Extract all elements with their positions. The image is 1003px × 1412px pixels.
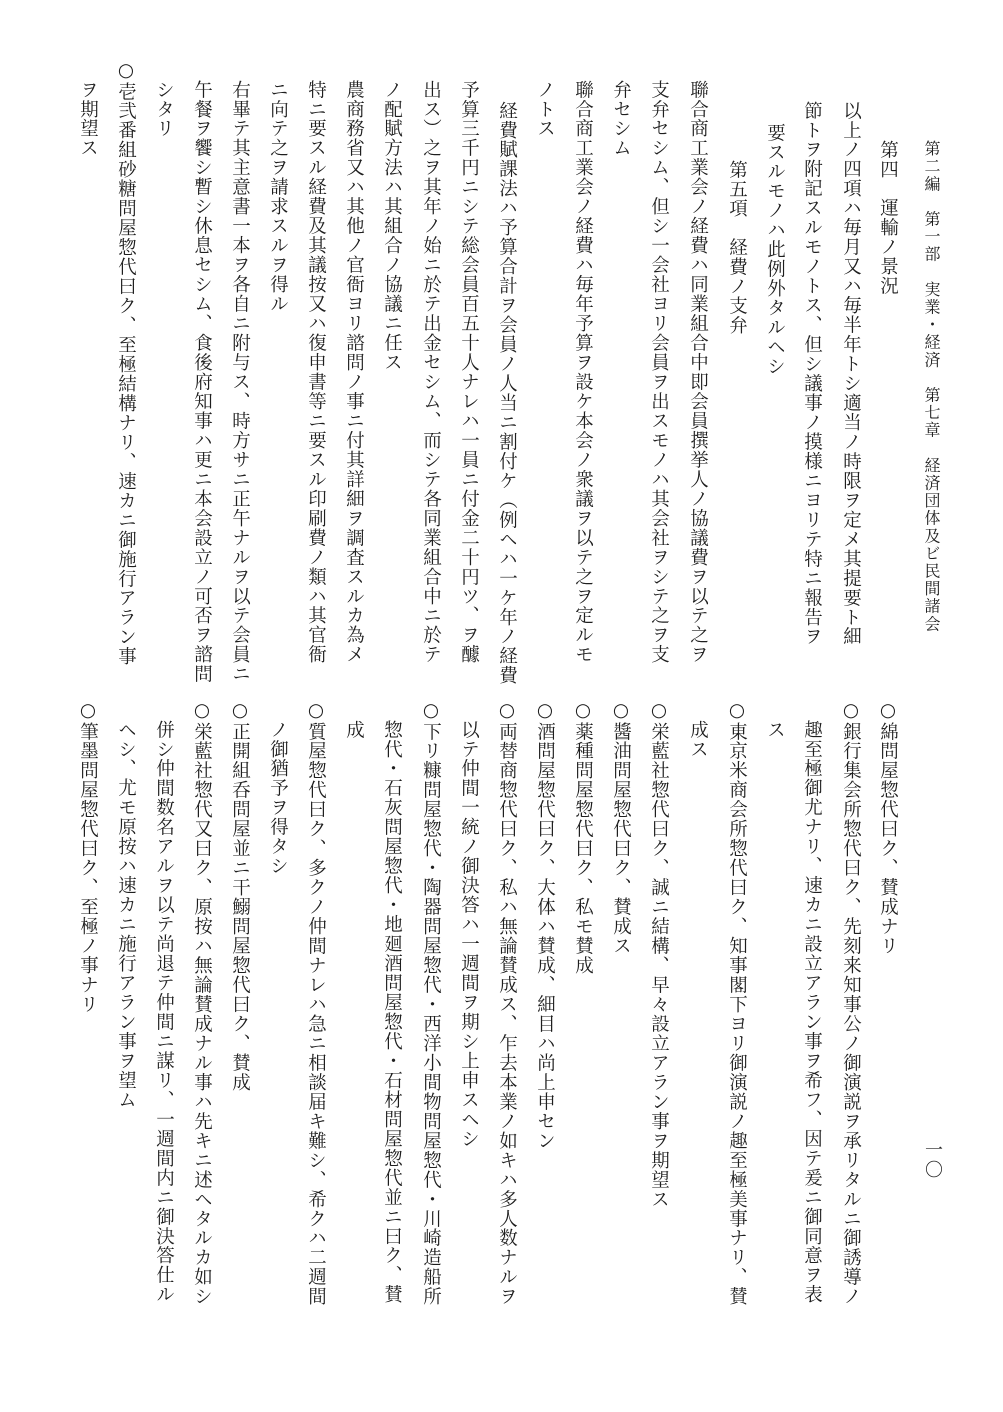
text-column: 成ス <box>687 720 709 759</box>
text-column: 第四 運輸ノ景況 <box>877 140 899 296</box>
text-column: ○栄藍社惣代又曰ク、原按ハ無論賛成ナル事ハ先キニ述ヘタルカ如シ <box>191 700 213 1307</box>
text-column: ノ御猶予ヲ得タシ <box>267 720 289 876</box>
text-column: 惣代・石灰問屋惣代・地廻酒問屋惣代・石材問屋惣代並ニ曰ク、賛 <box>381 720 403 1305</box>
text-column: 聯合商工業会ノ経費ハ毎年予算ヲ設ケ本会ノ衆議ヲ以テ之ヲ定ルモ <box>572 80 594 665</box>
running-header: 第二編 第一部 実業・経済 第七章 経済団体及ビ民間諸会 <box>922 140 941 633</box>
text-column: ○栄藍社惣代曰ク、誠ニ結構、早々設立アラン事ヲ期望ス <box>648 700 670 1209</box>
text-column: 以テ仲間一統ノ御決答ハ一週間ヲ期シ上申スヘシ <box>458 720 480 1149</box>
text-column: 弁セシム <box>610 80 632 158</box>
text-column: 予算三千円ニシテ総会員百五十人ナレハ一員ニ付金二十円ツ、ヲ醵 <box>458 80 480 665</box>
text-column: ○筆墨問屋惣代曰ク、至極ノ事ナリ <box>77 700 99 1015</box>
text-column: ○下リ糠問屋惣代・陶器問屋惣代・西洋小間物問屋惣代・川崎造船所 <box>420 700 442 1307</box>
text-column: ○銀行集会所惣代曰ク、先刻来知事公ノ御演説ヲ承リタルニ御誘導ノ <box>840 700 862 1307</box>
text-column: 特ニ要スル経費及其議按又ハ復申書等ニ要スル印刷費ノ類ハ其官衙 <box>305 80 327 665</box>
text-column: ○両替商惣代曰ク、私ハ無論賛成ス、乍去本業ノ如キハ多人数ナルヲ <box>496 700 518 1307</box>
page-number: 一〇 <box>922 1140 943 1180</box>
text-column: ノ配賦方法ハ其組合ノ協議ニ任ス <box>381 80 403 373</box>
text-column: 支弁セシム、但シ一会社ヨリ会員ヲ出スモノハ其会社ヲシテ之ヲ支 <box>648 80 670 665</box>
text-column: ○壱弐番組砂糖問屋惣代曰ク、至極結構ナリ、速カニ御施行アラン事 <box>115 60 137 667</box>
text-column: 経費賦課法ハ予算合計ヲ会員ノ人当ニ割付ケ（例ヘハ一ケ年ノ経費 <box>496 101 518 686</box>
text-column: 右畢テ其主意書一本ヲ各自ニ附与ス、時方サニ正午ナルヲ以テ会員ニ <box>229 80 251 684</box>
text-column: シタリ <box>153 80 175 139</box>
text-column: 以上ノ四項ハ毎月又ハ毎半年トシ適当ノ時限ヲ定メ其提要ト細 <box>840 101 862 647</box>
text-column: ○東京米商会所惣代曰ク、知事閣下ヨリ御演説ノ趣至極美事ナリ、賛 <box>726 700 748 1307</box>
text-column: ニ向テ之ヲ請求スルヲ得ル <box>267 80 289 314</box>
text-column: ○綿問屋惣代曰ク、賛成ナリ <box>877 700 899 956</box>
text-column: ヲ期望ス <box>77 80 99 158</box>
text-column: 第五項 経費ノ支弁 <box>726 160 748 336</box>
text-column: ○正開組呑問屋並ニ干鰯問屋惣代曰ク、賛成 <box>229 700 251 1093</box>
text-column: 出ス）之ヲ其年ノ始ニ於テ出金セシム、而シテ各同業組合中ニ於テ <box>420 80 442 665</box>
text-column: ○質屋惣代曰ク、多クノ仲間ナレハ急ニ相談届キ難シ、希クハ二週間 <box>305 700 327 1307</box>
text-column: 午餐ヲ饗シ暫シ休息セシム、食後府知事ハ更ニ本会設立ノ可否ヲ諮問 <box>191 80 213 684</box>
text-column: 併シ仲間数名アルヲ以テ尚退テ仲間ニ謀リ、一週間内ニ御決答仕ル <box>153 720 175 1305</box>
text-column: 要スルモノハ此例外タルヘシ <box>764 123 786 377</box>
text-column: 成 <box>343 720 365 740</box>
text-column: 農商務省又ハ其他ノ官衙ヨリ諮問ノ事ニ付其詳細ヲ調査スルカ為メ <box>343 80 365 665</box>
text-column: 節トヲ附記スルモノトス、但シ議事ノ摸様ニヨリテ特ニ報告ヲ <box>801 101 823 647</box>
text-column: ○醬油問屋惣代曰ク、賛成ス <box>610 700 632 956</box>
text-column: 聯合商工業会ノ経費ハ同業組合中即会員撰挙人ノ協議費ヲ以テ之ヲ <box>687 80 709 665</box>
text-column: ○酒問屋惣代曰ク、大体ハ賛成、細目ハ尚上申セン <box>534 700 556 1151</box>
text-column: ヘシ、尤モ原按ハ速カニ施行アラン事ヲ望ム <box>115 720 137 1110</box>
text-column: 趣至極御尤ナリ、速カニ設立アラン事ヲ希フ、因テ爰ニ御同意ヲ表 <box>801 720 823 1305</box>
text-column: ス <box>764 720 786 740</box>
text-column: ○薬種問屋惣代曰ク、私モ賛成 <box>572 700 594 976</box>
text-column: ノトス <box>534 80 556 139</box>
